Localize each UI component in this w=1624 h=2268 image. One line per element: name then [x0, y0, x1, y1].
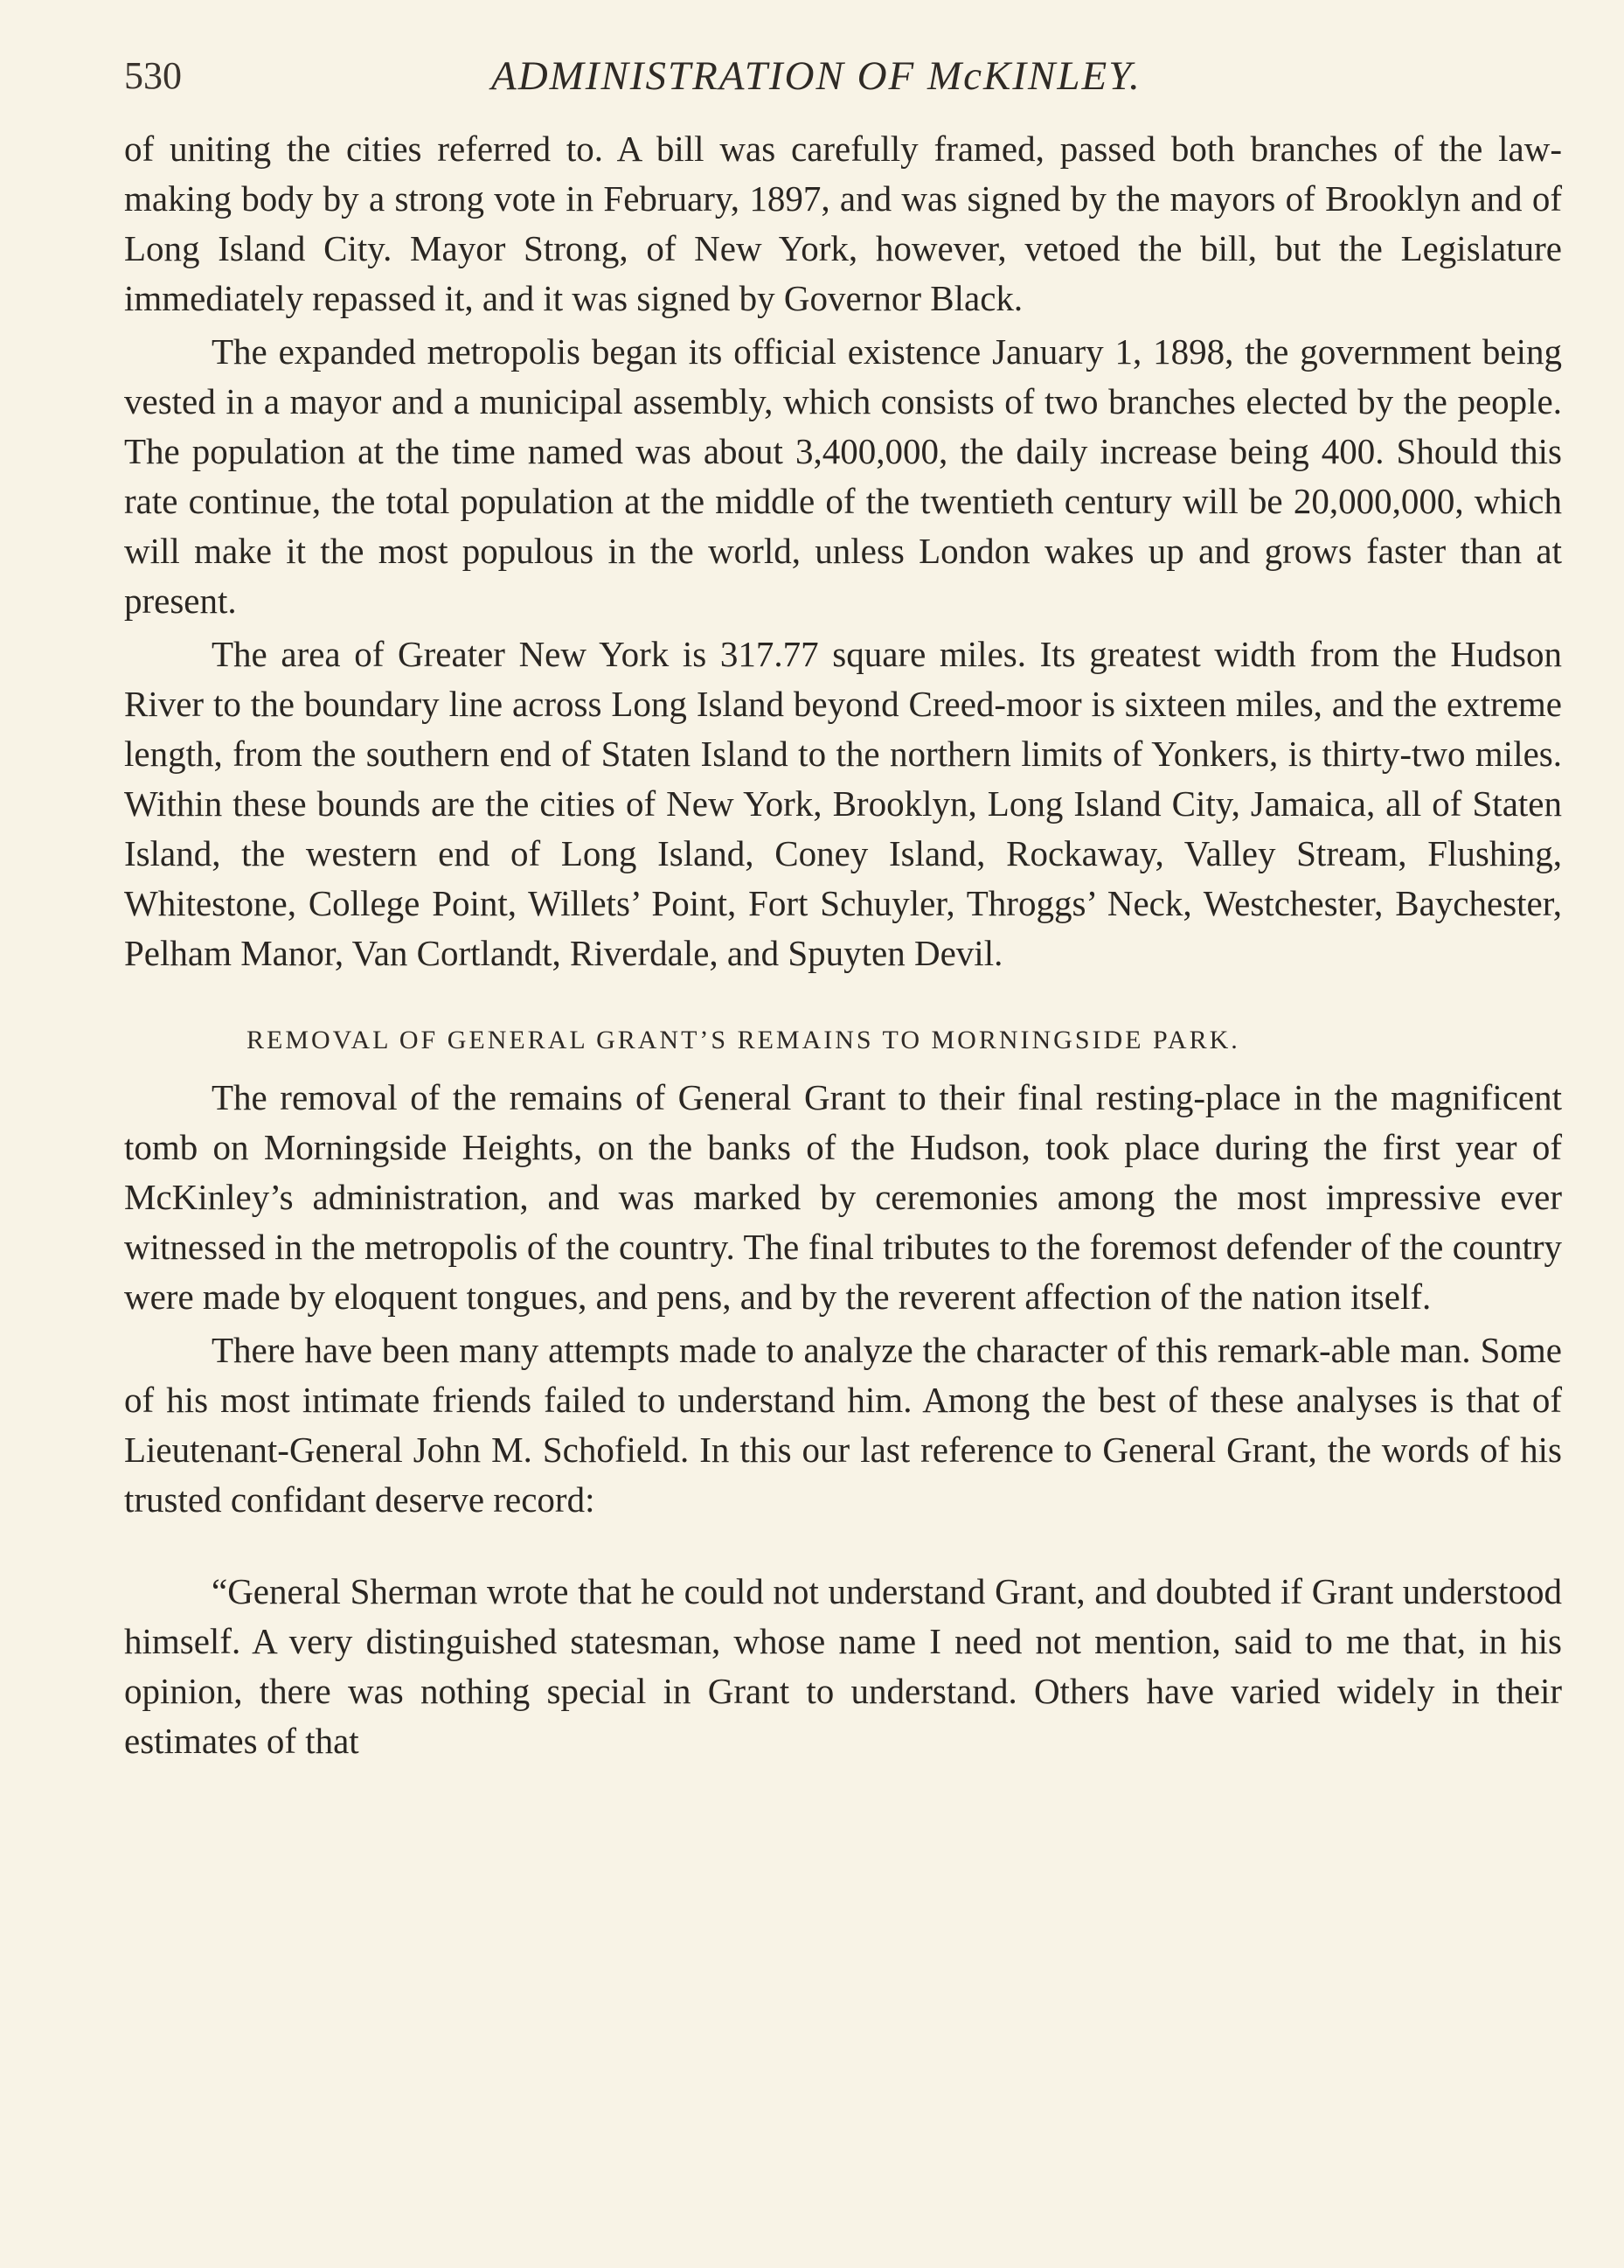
- paragraph-area: The area of Greater New York is 317.77 square miles. Its greatest width from the Hudson River to the boundary line across Long Island beyond Creed-moor is sixteen miles, and the extreme length, from the southern end of Staten Island to the northern limits of Yonkers, is thirty-two miles. Within these bounds are the cities of New York, Brooklyn, Long Island City, Jamaica, all of Staten Island, the western end of Long Island, Coney Island, Rockaway, Valley Stream, Flushing, Whitestone, College Point, Willets’ Point, Fort Schuyler, Throggs’ Neck, Westchester, Baychester, Pelham Manor, Van Cortlandt, Riverdale, and Spuyten Devil.: [124, 634, 1562, 973]
- paragraph-continuation: of uniting the cities referred to. A bill was carefully framed, passed both branches of the law-making body by a strong vote in February, 1897, and was signed by the mayors of Brooklyn and of Long Island City. Mayor Strong, of New York, however, vetoed the bill, but the Legislature immediately repassed it, and it was signed by Governor Black.: [124, 129, 1562, 318]
- page-number: 530: [124, 54, 182, 97]
- body-text: [124, 124, 1562, 1770]
- paragraph-grant-removal: The removal of the remains of General Grant to their final resting-place in the magnificent tomb on Morningside Heights, on the banks of the Hudson, took place during the first year of McKinley’s administration, and was marked by ceremonies among the most impressive ever witnessed in the metropolis of the country. The final tributes to the foremost defender of the country were made by eloquent tongues, and pens, and by the reverent affection of the nation itself.: [124, 1077, 1562, 1317]
- running-header: [124, 45, 1566, 107]
- paragraph-metropolis: The expanded metropolis began its official existence January 1, 1898, the government being vested in a mayor and a municipal assembly, which consists of two branches elected by the people. The population at the time named was about 3,400,000, the daily increase being 400. Should this rate continue, the total population at the middle of the twentieth century will be 20,000,000, which will make it the most populous in the world, unless London wakes up and grows faster than at present.: [124, 331, 1562, 621]
- quotation: “General Sherman wrote that he could not understand Grant, and doubted if Grant understood himself. A very distinguished statesman, whose name I need not mention, said to me that, in his opinion, there was nothing special in Grant to understand. Others have varied widely in their estimates of that: [124, 1571, 1562, 1761]
- section-heading-text: REMOVAL OF GENERAL GRANT’S REMAINS TO MORNINGSIDE PARK.: [246, 1026, 1240, 1054]
- section-heading: [124, 1019, 1562, 1062]
- running-title: ADMINISTRATION OF McKINLEY.: [491, 53, 1142, 99]
- paragraph-grant-analysis: There have been many attempts made to analyze the character of this remark-able man. Some of his most intimate friends failed to understand him. Among the best of these analyses is that of Lieutenant-General John M. Schofield. In this our last reference to General Grant, the words of his trusted confidant deserve record:: [124, 1330, 1562, 1520]
